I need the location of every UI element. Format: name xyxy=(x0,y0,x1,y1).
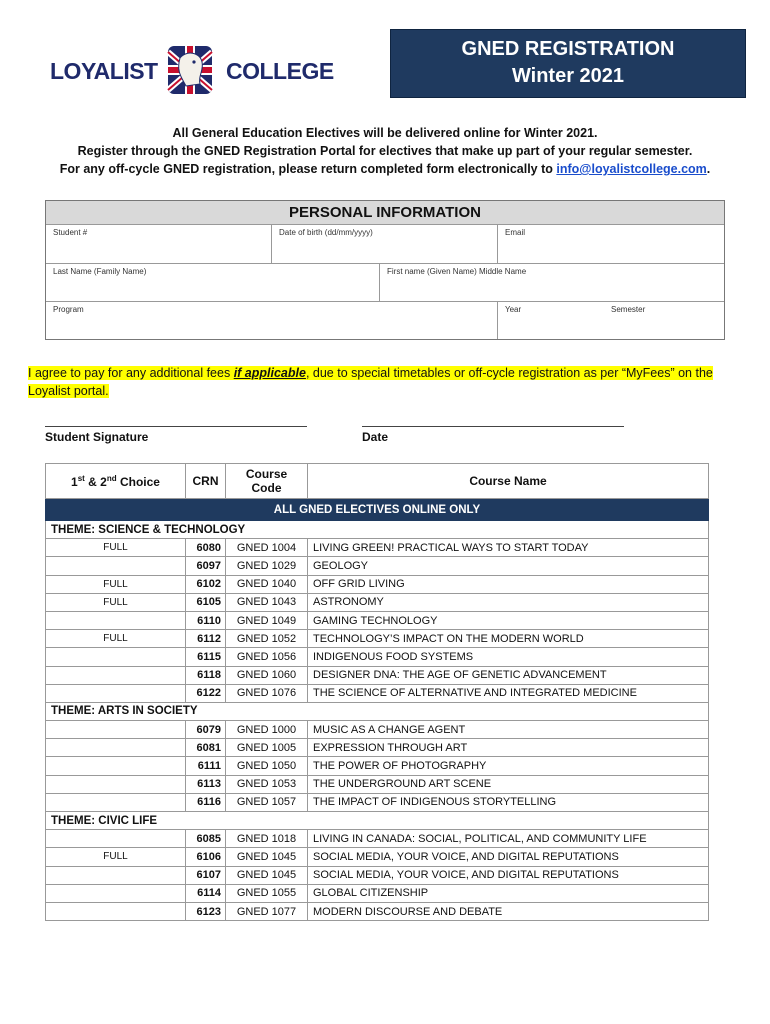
course-name-cell: THE POWER OF PHOTOGRAPHY xyxy=(308,757,709,775)
union-jack-lion-icon xyxy=(160,44,220,96)
choice-cell[interactable]: FULL xyxy=(46,848,186,866)
course-code-cell: GNED 1040 xyxy=(226,575,308,593)
course-code-cell: GNED 1005 xyxy=(226,739,308,757)
choice-cell[interactable] xyxy=(46,721,186,739)
course-code-cell: GNED 1049 xyxy=(226,611,308,629)
crn-cell: 6118 xyxy=(186,666,226,684)
intro-line-3 xyxy=(20,160,750,178)
choice-cell[interactable] xyxy=(46,830,186,848)
student-signature-label: Student Signature xyxy=(45,430,149,444)
course-code-cell: GNED 1045 xyxy=(226,848,308,866)
course-name-cell: SOCIAL MEDIA, YOUR VOICE, AND DIGITAL REPUTATIONS xyxy=(308,848,709,866)
student-number-field[interactable]: Student # xyxy=(46,224,272,263)
table-row xyxy=(46,775,709,793)
theme-row xyxy=(46,521,709,539)
course-code-cell: GNED 1055 xyxy=(226,884,308,902)
year-field[interactable]: Year xyxy=(498,301,604,339)
date-signature-line[interactable] xyxy=(362,426,624,427)
choice-cell[interactable] xyxy=(46,757,186,775)
course-table xyxy=(45,463,709,921)
agreement-prefix: I agree to pay for any additional fees xyxy=(28,366,234,380)
form-term: Winter 2021 xyxy=(511,65,625,87)
crn-cell: 6106 xyxy=(186,848,226,866)
online-banner: ALL GNED ELECTIVES ONLINE ONLY xyxy=(46,499,709,521)
table-row xyxy=(46,793,709,811)
course-name-cell: EXPRESSION THROUGH ART xyxy=(308,739,709,757)
fee-agreement xyxy=(28,364,728,400)
course-name-cell: SOCIAL MEDIA, YOUR VOICE, AND DIGITAL REPUTATIONS xyxy=(308,866,709,884)
course-code-cell: GNED 1060 xyxy=(226,666,308,684)
crn-cell: 6116 xyxy=(186,793,226,811)
course-name-cell: MUSIC AS A CHANGE AGENT xyxy=(308,721,709,739)
choice-cell[interactable] xyxy=(46,611,186,629)
semester-field[interactable]: Semester xyxy=(604,301,724,339)
choice-cell[interactable] xyxy=(46,866,186,884)
course-name-cell: LIVING IN CANADA: SOCIAL, POLITICAL, AND COMMUNITY LIFE xyxy=(308,830,709,848)
table-row xyxy=(46,648,709,666)
course-code-cell: GNED 1056 xyxy=(226,648,308,666)
crn-cell: 6112 xyxy=(186,630,226,648)
course-name-cell: GEOLOGY xyxy=(308,557,709,575)
choice-cell[interactable] xyxy=(46,793,186,811)
crn-cell: 6097 xyxy=(186,557,226,575)
logo-word-right: COLLEGE xyxy=(226,58,334,84)
table-row xyxy=(46,848,709,866)
course-code-cell: GNED 1000 xyxy=(226,721,308,739)
course-name-cell: GLOBAL CITIZENSHIP xyxy=(308,884,709,902)
crn-cell: 6080 xyxy=(186,539,226,557)
crn-cell: 6115 xyxy=(186,648,226,666)
course-code-cell: GNED 1057 xyxy=(226,793,308,811)
table-row xyxy=(46,539,709,557)
choice-cell[interactable] xyxy=(46,684,186,702)
theme-row xyxy=(46,702,709,720)
agreement-emphasis: if applicable xyxy=(233,366,306,380)
crn-cell: 6122 xyxy=(186,684,226,702)
course-code-cell: GNED 1043 xyxy=(226,593,308,611)
email-field[interactable]: Email xyxy=(498,224,724,263)
table-row xyxy=(46,557,709,575)
crn-cell: 6107 xyxy=(186,866,226,884)
table-row xyxy=(46,902,709,920)
course-name-cell: LIVING GREEN! PRACTICAL WAYS TO START TODAY xyxy=(308,539,709,557)
crn-cell: 6079 xyxy=(186,721,226,739)
intro-line-1: All General Education Electives will be delivered online for Winter 2021. xyxy=(172,126,598,140)
table-row xyxy=(46,630,709,648)
choice-cell[interactable] xyxy=(46,775,186,793)
choice-cell[interactable]: FULL xyxy=(46,630,186,648)
choice-column-header: 1st & 2nd Choice xyxy=(46,464,186,499)
program-field[interactable]: Program xyxy=(46,301,498,339)
course-name-cell: TECHNOLOGY’S IMPACT ON THE MODERN WORLD xyxy=(308,630,709,648)
table-row xyxy=(46,739,709,757)
table-row xyxy=(46,866,709,884)
table-header-row xyxy=(46,464,709,499)
choice-cell[interactable]: FULL xyxy=(46,539,186,557)
crn-cell: 6105 xyxy=(186,593,226,611)
table-row xyxy=(46,593,709,611)
college-logo xyxy=(50,44,334,96)
course-name-cell: THE IMPACT OF INDIGENOUS STORYTELLING xyxy=(308,793,709,811)
table-row xyxy=(46,666,709,684)
choice-cell[interactable] xyxy=(46,884,186,902)
crn-cell: 6114 xyxy=(186,884,226,902)
choice-cell[interactable] xyxy=(46,739,186,757)
crn-cell: 6113 xyxy=(186,775,226,793)
course-name-cell: DESIGNER DNA: THE AGE OF GENETIC ADVANCEMENT xyxy=(308,666,709,684)
course-name-cell: ASTRONOMY xyxy=(308,593,709,611)
course-name-cell: THE UNDERGROUND ART SCENE xyxy=(308,775,709,793)
crn-cell: 6110 xyxy=(186,611,226,629)
course-code-cell: GNED 1053 xyxy=(226,775,308,793)
crn-cell: 6081 xyxy=(186,739,226,757)
intro-line-3-prefix: For any off-cycle GNED registration, please return completed form electronically to xyxy=(59,162,557,176)
intro-line-2: Register through the GNED Registration Portal for electives that make up part of your regular semester. xyxy=(77,144,693,158)
table-row xyxy=(46,757,709,775)
online-banner-row xyxy=(46,499,709,521)
crn-cell: 6123 xyxy=(186,902,226,920)
course-name-cell: GAMING TECHNOLOGY xyxy=(308,611,709,629)
crn-cell: 6102 xyxy=(186,575,226,593)
intro-text xyxy=(20,124,750,178)
choice-cell[interactable]: FULL xyxy=(46,593,186,611)
course-name-cell: INDIGENOUS FOOD SYSTEMS xyxy=(308,648,709,666)
choice-cell[interactable]: FULL xyxy=(46,575,186,593)
theme-title: THEME: ARTS IN SOCIETY xyxy=(46,702,709,720)
first-name-field[interactable]: First name (Given Name) Middle Name xyxy=(380,263,724,301)
form-title: GNED REGISTRATION xyxy=(461,38,675,60)
dob-field[interactable]: Date of birth (dd/mm/yyyy) xyxy=(272,224,498,263)
choice-cell[interactable] xyxy=(46,557,186,575)
course-code-cell: GNED 1077 xyxy=(226,902,308,920)
table-row xyxy=(46,830,709,848)
date-label: Date xyxy=(362,430,389,444)
choice-cell[interactable] xyxy=(46,666,186,684)
course-name-cell: THE SCIENCE OF ALTERNATIVE AND INTEGRATED MEDICINE xyxy=(308,684,709,702)
crn-column-header: CRN xyxy=(186,464,226,499)
course-name-cell: MODERN DISCOURSE AND DEBATE xyxy=(308,902,709,920)
crn-cell: 6111 xyxy=(186,757,226,775)
course-code-cell: GNED 1018 xyxy=(226,830,308,848)
intro-line-3-suffix: . xyxy=(706,162,711,176)
table-row xyxy=(46,684,709,702)
theme-title: THEME: SCIENCE & TECHNOLOGY xyxy=(46,521,709,539)
choice-cell[interactable] xyxy=(46,902,186,920)
table-row xyxy=(46,884,709,902)
student-signature-line[interactable] xyxy=(45,426,307,427)
theme-title: THEME: CIVIC LIFE xyxy=(46,812,709,830)
theme-row xyxy=(46,812,709,830)
choice-cell[interactable] xyxy=(46,648,186,666)
table-row xyxy=(46,611,709,629)
course-code-cell: GNED 1052 xyxy=(226,630,308,648)
course-code-cell: GNED 1050 xyxy=(226,757,308,775)
course-code-column-header: Course Code xyxy=(226,464,308,499)
course-code-cell: GNED 1045 xyxy=(226,866,308,884)
personal-information-header: PERSONAL INFORMATION xyxy=(46,201,724,224)
course-name-cell: OFF GRID LIVING xyxy=(308,575,709,593)
course-code-cell: GNED 1029 xyxy=(226,557,308,575)
crn-cell: 6085 xyxy=(186,830,226,848)
agreement-suffix: , due to special timetables or off-cycle registration as per “MyFees” on the Loyalist portal. xyxy=(28,366,713,398)
logo-word-left: LOYALIST xyxy=(50,58,158,84)
course-name-column-header: Course Name xyxy=(308,464,709,499)
title-box xyxy=(390,29,746,98)
personal-information-section xyxy=(45,200,725,340)
course-code-cell: GNED 1004 xyxy=(226,539,308,557)
table-row xyxy=(46,575,709,593)
last-name-field[interactable]: Last Name (Family Name) xyxy=(46,263,380,301)
course-code-cell: GNED 1076 xyxy=(226,684,308,702)
table-row xyxy=(46,721,709,739)
contact-email-link[interactable]: info@loyalistcollege.com xyxy=(556,162,707,176)
